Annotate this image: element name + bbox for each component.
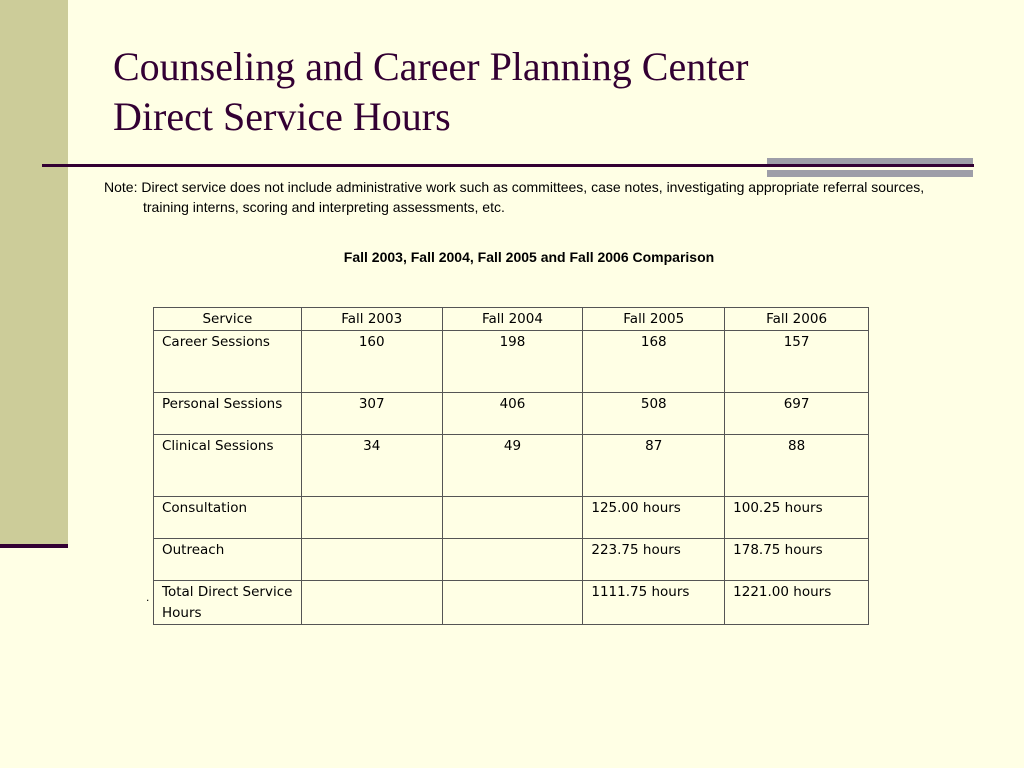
left-accent-bar bbox=[0, 0, 68, 545]
service-cell: Consultation bbox=[154, 497, 302, 539]
value-cell: 223.75 hours bbox=[583, 539, 725, 581]
value-cell: 49 bbox=[442, 435, 583, 497]
left-accent-rule bbox=[0, 544, 68, 548]
value-cell bbox=[442, 539, 583, 581]
value-cell: 100.25 hours bbox=[725, 497, 869, 539]
header-cell-fall-2006: Fall 2006 bbox=[725, 308, 869, 331]
value-cell: 88 bbox=[725, 435, 869, 497]
table-row bbox=[154, 539, 869, 581]
slide-title-line2: Direct Service Hours bbox=[113, 94, 451, 139]
table-caption: Fall 2003, Fall 2004, Fall 2005 and Fall 2006 Comparison bbox=[343, 249, 715, 265]
stray-mark: . bbox=[146, 590, 150, 604]
service-cell: Outreach bbox=[154, 539, 302, 581]
value-cell: 1111.75 hours bbox=[583, 581, 725, 625]
header-cell-fall-2003: Fall 2003 bbox=[301, 308, 442, 331]
value-cell: 125.00 hours bbox=[583, 497, 725, 539]
table-row bbox=[154, 393, 869, 435]
table-row bbox=[154, 581, 869, 625]
value-cell: 34 bbox=[301, 435, 442, 497]
value-cell bbox=[301, 581, 442, 625]
value-cell: 160 bbox=[301, 331, 442, 393]
value-cell: 157 bbox=[725, 331, 869, 393]
table-row bbox=[154, 497, 869, 539]
table-row bbox=[154, 331, 869, 393]
service-cell: Clinical Sessions bbox=[154, 435, 302, 497]
value-cell bbox=[301, 539, 442, 581]
header-cell-service: Service bbox=[154, 308, 302, 331]
decorative-gray-rule-bottom bbox=[767, 170, 973, 177]
value-cell bbox=[442, 581, 583, 625]
service-hours-table bbox=[153, 307, 869, 625]
value-cell: 168 bbox=[583, 331, 725, 393]
table-row bbox=[154, 435, 869, 497]
title-divider-rule bbox=[42, 164, 974, 167]
value-cell: 1221.00 hours bbox=[725, 581, 869, 625]
slide-title bbox=[113, 42, 748, 142]
value-cell: 508 bbox=[583, 393, 725, 435]
value-cell: 178.75 hours bbox=[725, 539, 869, 581]
service-cell: Personal Sessions bbox=[154, 393, 302, 435]
header-cell-fall-2005: Fall 2005 bbox=[583, 308, 725, 331]
value-cell: 406 bbox=[442, 393, 583, 435]
service-cell: Total Direct Service Hours bbox=[154, 581, 302, 625]
value-cell bbox=[301, 497, 442, 539]
header-cell-fall-2004: Fall 2004 bbox=[442, 308, 583, 331]
value-cell bbox=[442, 497, 583, 539]
value-cell: 697 bbox=[725, 393, 869, 435]
service-cell: Career Sessions bbox=[154, 331, 302, 393]
value-cell: 198 bbox=[442, 331, 583, 393]
value-cell: 87 bbox=[583, 435, 725, 497]
value-cell: 307 bbox=[301, 393, 442, 435]
table-header-row bbox=[154, 308, 869, 331]
slide-title-line1: Counseling and Career Planning Center bbox=[113, 44, 749, 89]
service-note: Note: Direct service does not include administrative work such as committees, case notes, investigating appropriate referral sources, training interns, scoring and interpreting assessments, etc. bbox=[104, 179, 925, 215]
